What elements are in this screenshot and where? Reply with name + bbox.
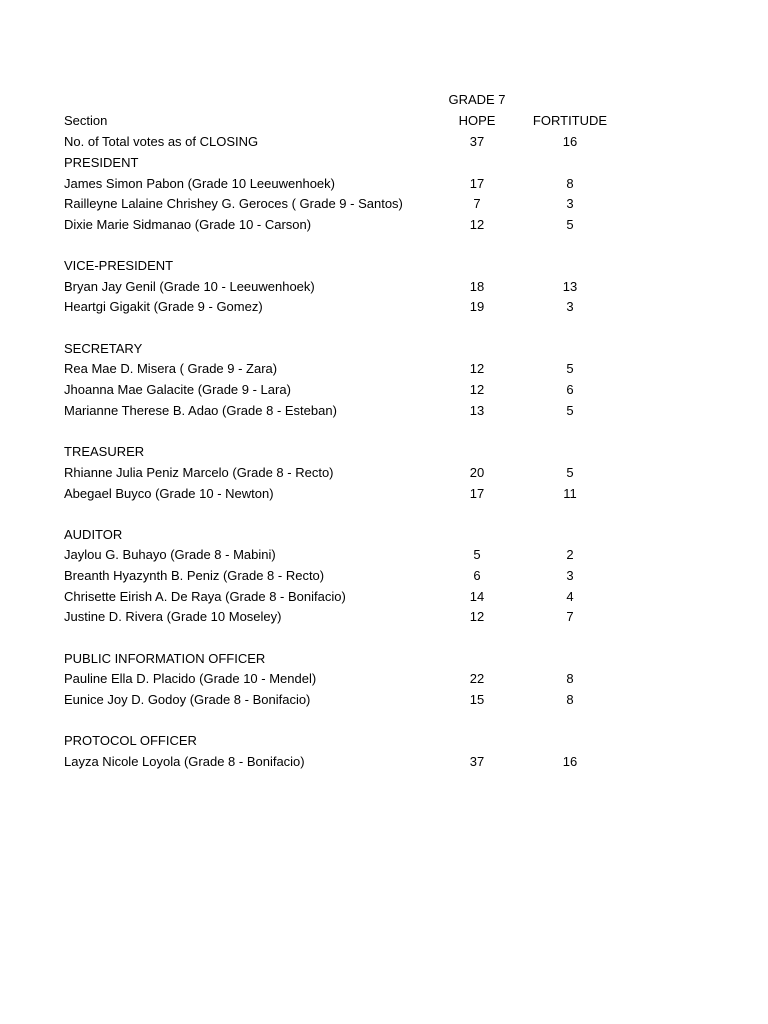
table-row bbox=[0, 587, 768, 607]
table-row bbox=[0, 545, 768, 565]
table-row bbox=[0, 607, 768, 627]
position-heading-public-information-officer bbox=[0, 649, 768, 669]
candidate-name: Rea Mae D. Misera ( Grade 9 - Zara) bbox=[64, 361, 278, 376]
candidate-name: Jaylou G. Buhayo (Grade 8 - Mabini) bbox=[64, 547, 276, 562]
fortitude-votes: 8 bbox=[566, 692, 574, 707]
table-row bbox=[0, 277, 768, 297]
candidate-name: Layza Nicole Loyola (Grade 8 - Bonifacio) bbox=[64, 754, 305, 769]
position-title: VICE-PRESIDENT bbox=[64, 258, 174, 273]
table-row bbox=[0, 359, 768, 379]
hope-column-header: HOPE bbox=[458, 113, 496, 128]
total-votes-hope: 37 bbox=[469, 134, 485, 149]
position-title: TREASURER bbox=[64, 444, 145, 459]
hope-votes: 14 bbox=[469, 589, 485, 604]
position-heading-vice-president bbox=[0, 256, 768, 276]
candidate-name: Justine D. Rivera (Grade 10 Moseley) bbox=[64, 609, 282, 624]
fortitude-votes: 5 bbox=[566, 361, 574, 376]
fortitude-votes: 5 bbox=[566, 465, 574, 480]
total-votes-label: No. of Total votes as of CLOSING bbox=[64, 134, 259, 149]
candidate-name: James Simon Pabon (Grade 10 Leeuwenhoek) bbox=[64, 176, 335, 191]
hope-votes: 15 bbox=[469, 692, 485, 707]
candidate-name: Railleyne Lalaine Chrishey G. Geroces ( Grade 9 - Santos) bbox=[64, 196, 403, 211]
table-row bbox=[0, 690, 768, 710]
candidate-name: Marianne Therese B. Adao (Grade 8 - Esteban) bbox=[64, 403, 337, 418]
hope-votes: 18 bbox=[469, 279, 485, 294]
grade-header-row bbox=[0, 90, 768, 110]
position-heading-secretary bbox=[0, 339, 768, 359]
total-votes-fortitude: 16 bbox=[562, 134, 578, 149]
hope-votes: 37 bbox=[469, 754, 485, 769]
fortitude-votes: 7 bbox=[566, 609, 574, 624]
position-title: PROTOCOL OFFICER bbox=[64, 733, 197, 748]
table-row bbox=[0, 380, 768, 400]
table-row bbox=[0, 669, 768, 689]
candidate-name: Eunice Joy D. Godoy (Grade 8 - Bonifacio) bbox=[64, 692, 311, 707]
position-title: AUDITOR bbox=[64, 527, 123, 542]
hope-votes: 17 bbox=[469, 176, 485, 191]
hope-votes: 6 bbox=[473, 568, 481, 583]
fortitude-votes: 3 bbox=[566, 568, 574, 583]
hope-votes: 12 bbox=[469, 382, 485, 397]
column-header-row bbox=[0, 111, 768, 131]
fortitude-votes: 11 bbox=[563, 486, 577, 501]
position-heading-president bbox=[0, 153, 768, 173]
hope-votes: 12 bbox=[469, 361, 485, 376]
table-row bbox=[0, 484, 768, 504]
table-row bbox=[0, 215, 768, 235]
table-row bbox=[0, 194, 768, 214]
fortitude-votes: 2 bbox=[566, 547, 574, 562]
grade-heading: GRADE 7 bbox=[448, 92, 506, 107]
candidate-name: Dixie Marie Sidmanao (Grade 10 - Carson) bbox=[64, 217, 312, 232]
fortitude-votes: 13 bbox=[562, 279, 578, 294]
table-row bbox=[0, 401, 768, 421]
fortitude-votes: 6 bbox=[566, 382, 574, 397]
position-title: PRESIDENT bbox=[64, 155, 139, 170]
table-row bbox=[0, 566, 768, 586]
fortitude-votes: 4 bbox=[566, 589, 574, 604]
fortitude-column-header: FORTITUDE bbox=[532, 113, 608, 128]
candidate-name: Jhoanna Mae Galacite (Grade 9 - Lara) bbox=[64, 382, 291, 397]
fortitude-votes: 5 bbox=[566, 403, 574, 418]
fortitude-votes: 5 bbox=[566, 217, 574, 232]
position-title: SECRETARY bbox=[64, 341, 143, 356]
fortitude-votes: 3 bbox=[566, 299, 574, 314]
hope-votes: 17 bbox=[469, 486, 485, 501]
table-row bbox=[0, 463, 768, 483]
position-heading-auditor bbox=[0, 525, 768, 545]
hope-votes: 20 bbox=[469, 465, 485, 480]
position-title: PUBLIC INFORMATION OFFICER bbox=[64, 651, 266, 666]
fortitude-votes: 3 bbox=[566, 196, 574, 211]
candidate-name: Pauline Ella D. Placido (Grade 10 - Mendel) bbox=[64, 671, 317, 686]
table-row bbox=[0, 297, 768, 317]
fortitude-votes: 16 bbox=[562, 754, 578, 769]
position-heading-treasurer bbox=[0, 442, 768, 462]
hope-votes: 7 bbox=[473, 196, 481, 211]
hope-votes: 12 bbox=[469, 217, 485, 232]
hope-votes: 12 bbox=[469, 609, 485, 624]
total-votes-row bbox=[0, 132, 768, 152]
hope-votes: 13 bbox=[469, 403, 485, 418]
candidate-name: Chrisette Eirish A. De Raya (Grade 8 - Bonifacio) bbox=[64, 589, 346, 604]
candidate-name: Rhianne Julia Peniz Marcelo (Grade 8 - Recto) bbox=[64, 465, 334, 480]
candidate-name: Breanth Hyazynth B. Peniz (Grade 8 - Recto) bbox=[64, 568, 325, 583]
candidate-name: Bryan Jay Genil (Grade 10 - Leeuwenhoek) bbox=[64, 279, 315, 294]
candidate-name: Heartgi Gigakit (Grade 9 - Gomez) bbox=[64, 299, 263, 314]
candidate-name: Abegael Buyco (Grade 10 - Newton) bbox=[64, 486, 274, 501]
position-heading-protocol-officer bbox=[0, 731, 768, 751]
fortitude-votes: 8 bbox=[566, 671, 574, 686]
table-row bbox=[0, 174, 768, 194]
section-label: Section bbox=[64, 113, 108, 128]
hope-votes: 5 bbox=[473, 547, 481, 562]
fortitude-votes: 8 bbox=[566, 176, 574, 191]
hope-votes: 22 bbox=[469, 671, 485, 686]
table-row bbox=[0, 752, 768, 772]
hope-votes: 19 bbox=[469, 299, 485, 314]
